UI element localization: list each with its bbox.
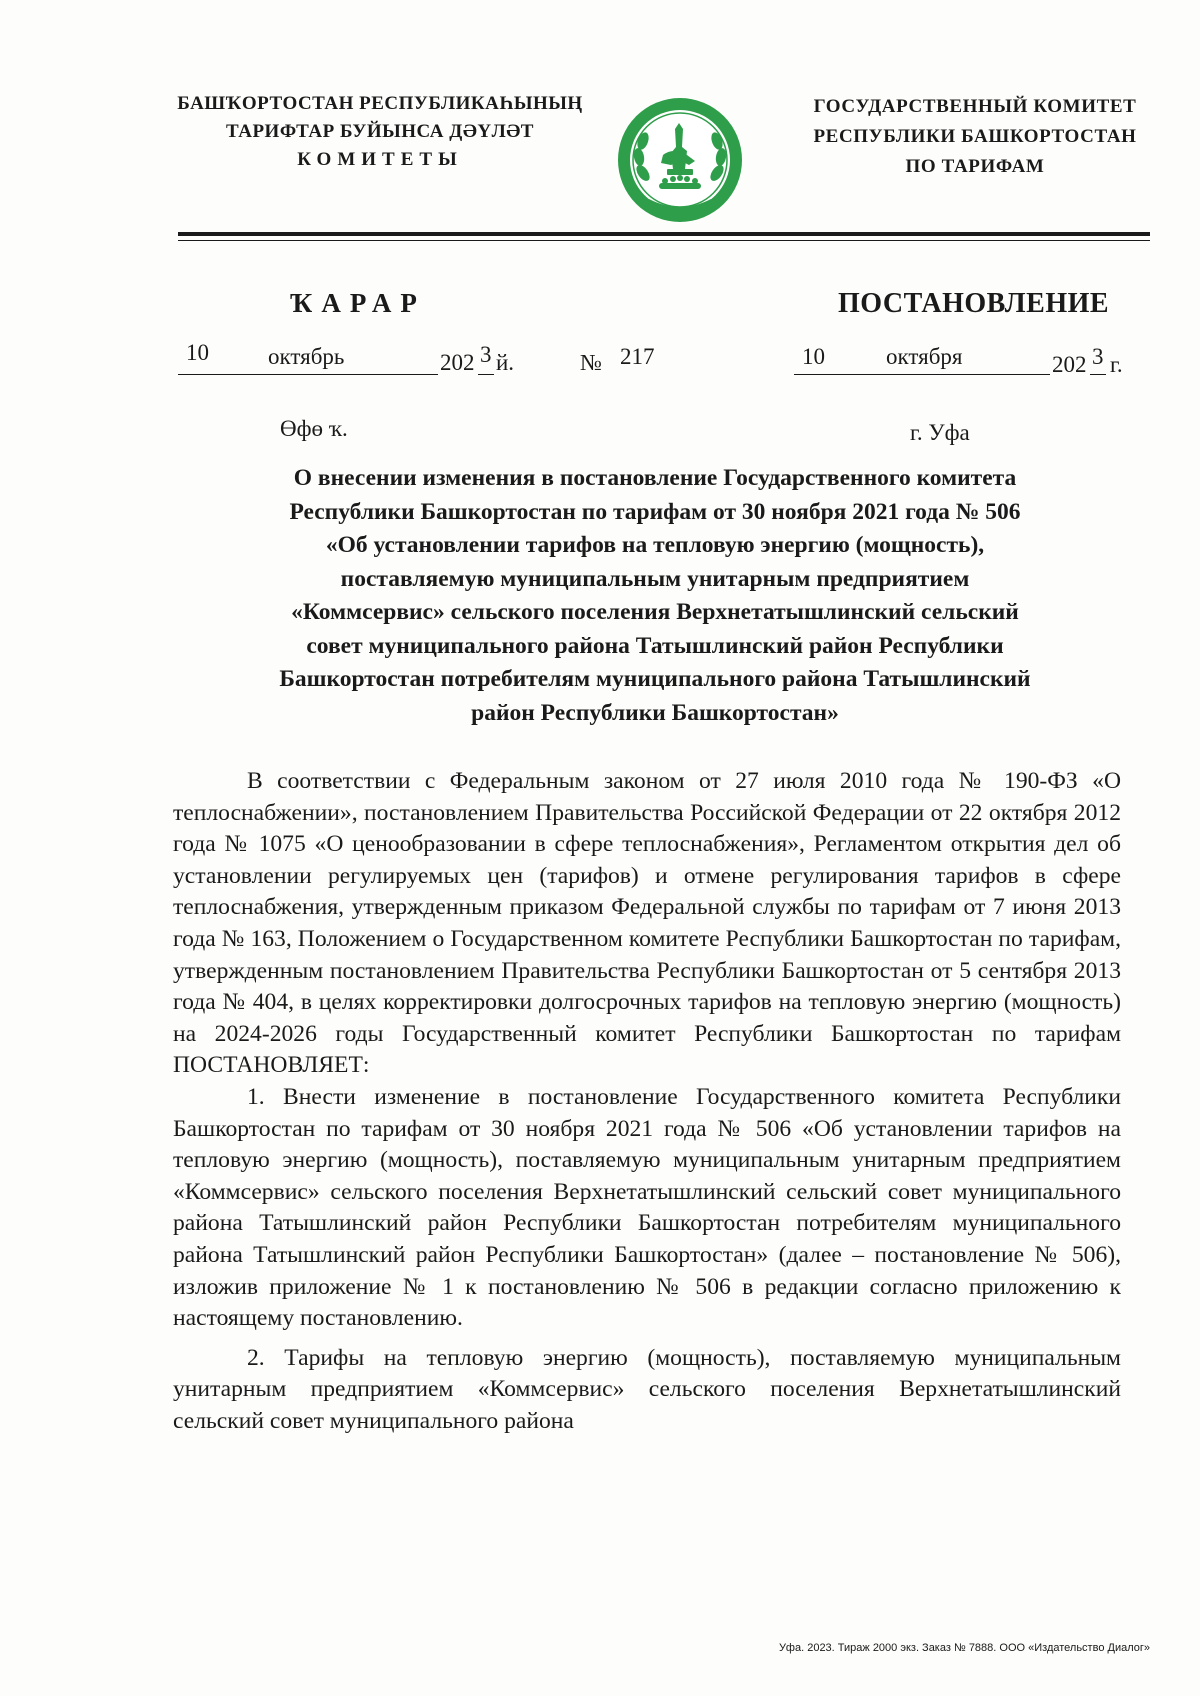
date-left-year-prefix: 202 — [440, 350, 475, 375]
city-bashkir: Өфө ҡ. — [280, 416, 348, 441]
header-divider-thin — [178, 240, 1150, 241]
item-2-paragraph: 2. Тарифы на тепловую энергию (мощность), поставляемую муниципальным унитарным предприятием «Коммсервис» сельского поселения Верхнетатышлинский сельский совет муниципального района — [173, 1344, 1121, 1434]
date-right-year-underline — [1090, 374, 1106, 375]
print-imprint: Уфа. 2023. Тираж 2000 экз. Заказ № 7888. ООО «Издательство Диалог» — [778, 1642, 1150, 1654]
date-left-underline — [178, 374, 438, 375]
header-right-line-1: ГОСУДАРСТВЕННЫЙ КОМИТЕТ — [813, 96, 1137, 117]
date-left-day: 10 — [186, 340, 209, 365]
number-value: 217 — [620, 344, 655, 369]
title-line-2: Республики Башкортостан по тарифам от 30 ноября 2021 года № 506 — [289, 498, 1021, 525]
date-right-day: 10 — [802, 344, 825, 369]
header-right-line-2: РЕСПУБЛИКИ БАШКОРТОСТАН — [813, 126, 1137, 147]
date-left-year-underline — [478, 374, 494, 375]
date-left-month: октябрь — [268, 344, 345, 369]
title-line-6: совет муниципального района Татышлинский район Республики — [306, 632, 1004, 659]
title-line-1: О внесении изменения в постановление Государственного комитета — [293, 465, 1017, 491]
title-line-4: поставляемую муниципальным унитарным предприятием — [340, 565, 970, 592]
number-sign: № — [580, 350, 602, 375]
header-left-line-1: БАШҠОРТОСТАН РЕСПУБЛИКАҺЫНЫҢ — [177, 93, 583, 114]
date-right-year-suffix: г. — [1110, 352, 1123, 377]
date-left-year-suffix: й. — [496, 350, 515, 375]
doc-type-bashkir: ҠАРАР — [290, 288, 426, 318]
header-divider-thick — [178, 232, 1150, 236]
header-russian-title — [790, 92, 1160, 182]
title-line-5: «Коммсервис» сельского поселения Верхнетатышлинский сельский — [291, 599, 1019, 625]
preamble-paragraph: В соответствии с Федеральным законом от 27 июля 2010 года № 190-ФЗ «О теплоснабжении», постановлением Правительства Российской Федерации от 22 октября 2012 года № 1075 «О ценообразовании в сфере теплоснабжения», Регламентом открытия дел об установлении регулируемых цен (тарифов) и отмене регулирования тарифов в сфере теплоснабжения, утвержденным приказом Федеральной службы по тарифам от 7 июня 2013 года № 163, Положением о Государственном комитете Республики Башкортостан по тарифам, утвержденным постановлением Правительства Республики Башкортостан от 5 сентября 2013 года № 404, в целях корректировки долгосрочных тарифов на тепловую энергию (мощность) на 2024-2026 годы Государственный комитет Республики Башкортостан по тарифам ПОСТАНОВЛЯЕТ: — [173, 768, 1121, 1079]
date-right-underline — [794, 374, 1050, 375]
bashkortostan-coat-of-arms-icon — [615, 95, 745, 225]
date-left-year-digit: 3 — [480, 342, 492, 367]
header-left-line-3: КОМИТЕТЫ — [297, 149, 463, 170]
decree-number — [580, 344, 700, 378]
header-left-line-2: ТАРИФТАР БУЙЫНСА ДӘҮЛӘТ — [226, 121, 534, 142]
doc-type-russian: ПОСТАНОВЛЕНИЕ — [838, 288, 1110, 319]
date-right-year-prefix: 202 — [1052, 352, 1087, 377]
title-line-3: «Об установлении тарифов на тепловую энергию (мощность), — [325, 532, 985, 558]
date-left — [178, 340, 538, 378]
header-bashkir-title — [160, 90, 600, 174]
title-line-8: район Республики Башкортостан» — [471, 699, 839, 726]
city-russian: г. Уфа — [910, 420, 970, 445]
item-1-paragraph: 1. Внести изменение в постановление Государственного комитета Республики Башкортостан по тарифам от 30 ноября 2021 года № 506 «Об установлении тарифов на тепловую энергию (мощность), поставляемую муниципальным унитарным предприятием «Коммсервис» сельского поселения Верхнетатышлинский сельский совет муниципального района Татышлинский район Республики Башкортостан потребителям муниципального района Татышлинский район Республики Башкортостан» (далее – постановление № 506), изложив приложение № 1 к постановлению № 506 в редакции согласно приложению к настоящему постановлению. — [173, 1083, 1121, 1332]
header-right-line-3: ПО ТАРИФАМ — [905, 156, 1045, 177]
decree-title — [180, 462, 1130, 730]
date-right-year-digit: 3 — [1092, 344, 1104, 369]
title-line-7: Башкортостан потребителям муниципального района Татышлинский — [279, 666, 1031, 692]
date-right — [794, 344, 1154, 378]
date-right-month: октября — [886, 344, 963, 369]
decree-body — [173, 766, 1121, 1437]
